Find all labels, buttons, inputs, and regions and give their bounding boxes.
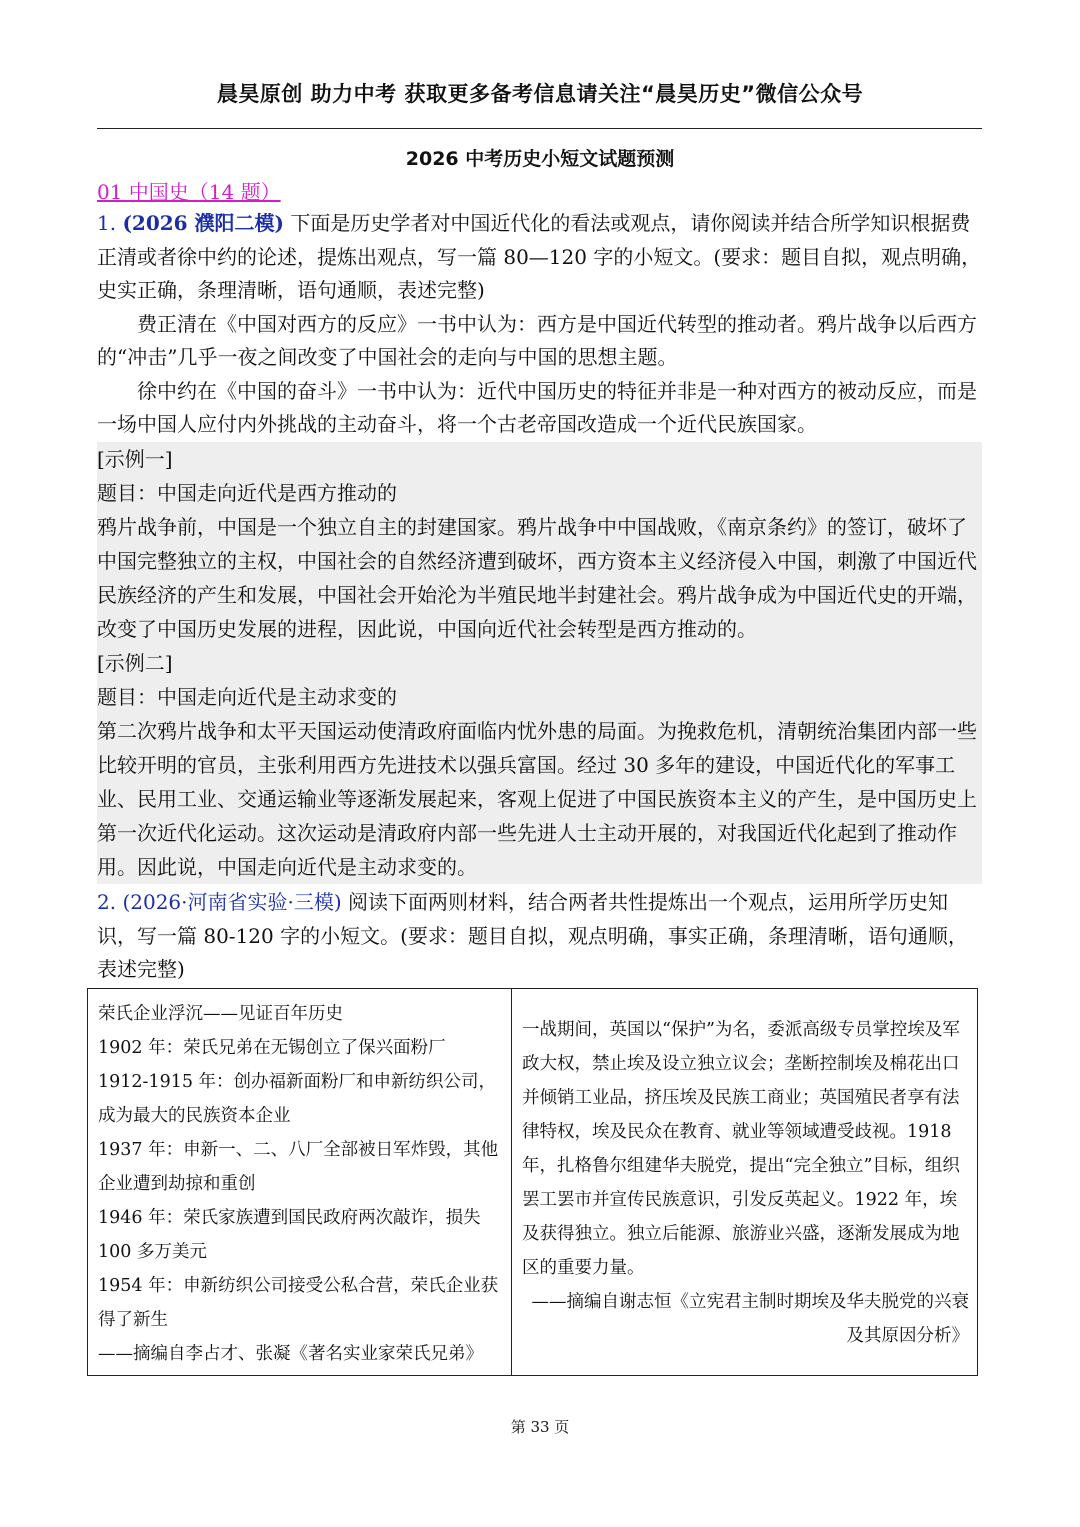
- timeline-entry: 1912-1915 年：创办福新面粉厂和申新纺织公司，成为最大的民族资本企业: [98, 1072, 497, 1126]
- material-paragraph-2: 徐中约在《中国的奋斗》一书中认为：近代中国历史的特征并非是一种对西方的被动反应，而是一场中国人应付内外挑战的主动奋斗，将一个古老帝国改造成一个近代民族国家。: [97, 378, 977, 436]
- question-source: (2026·河南省实验·三模): [122, 890, 342, 914]
- example-answers-block: [97, 442, 982, 884]
- example-2-body: 第二次鸦片战争和太平天国运动使清政府面临内忧外患的局面。为挽救危机，清朝统治集团内部一些比较开明的官员，主张利用西方先进技术以强兵富国。经过 30 多年的建设，中国近代化的军事工业、民用工业、交通运输业等逐渐发展起来，客观上促进了中国民族资本主义的产生，是中国历史上第一次近代化运动。这次运动是清政府内部一些先进人士主动开展的，对我国近代化起到了推动作用。因此说，中国走向近代是主动求变的。: [97, 718, 977, 879]
- question-source: (2026 濮阳二模): [122, 211, 285, 235]
- header-divider: [97, 128, 982, 129]
- question-number: 1.: [97, 211, 117, 235]
- timeline-entry: 1937 年：申新一、二、八厂全部被日军炸毁，其他企业遭到劫掠和重创: [98, 1140, 499, 1194]
- page-number: 第 33 页: [510, 1418, 570, 1436]
- question-prompt-text: 下面是历史学者对中国近代化的看法或观点，请你阅读并结合所学知识根据费正清或者徐中约的论述，提炼出观点，写一篇 80—120 字的小短文。(要求：题目自拟，观点明确，史实正确，条理清晰，语句通顺，表述完整): [97, 211, 982, 302]
- example-2-title: 题目：中国走向近代是主动求变的: [97, 684, 397, 709]
- example-1-title: 题目：中国走向近代是西方推动的: [97, 480, 397, 505]
- section-heading: 01 中国史（14 题）: [97, 180, 281, 204]
- question-number: 2.: [97, 890, 117, 914]
- material-left-title: 荣氏企业浮沉——见证百年历史: [98, 1004, 343, 1024]
- materials-table: [87, 988, 978, 1376]
- example-2-label: [示例二]: [97, 650, 173, 675]
- material-left-cell: [88, 989, 512, 1375]
- question-1: [97, 207, 982, 884]
- timeline-entry: 1954 年：申新纺织公司接受公私合营，荣氏企业获得了新生: [98, 1276, 499, 1330]
- example-1-label: [示例一]: [97, 446, 173, 471]
- timeline-entry: 1902 年：荣氏兄弟在无锡创立了保兴面粉厂: [98, 1038, 446, 1058]
- question-2: [97, 886, 982, 987]
- example-1-body: 鸦片战争前，中国是一个独立自主的封建国家。鸦片战争中中国战败，《南京条约》的签订，破坏了中国完整独立的主权，中国社会的自然经济遭到破坏，西方资本主义经济侵入中国，刺激了中国近代民族经济的产生和发展，中国社会开始沦为半殖民地半封建社会。鸦片战争成为中国近代史的开端，改变了中国历史发展的进程，因此说，中国向近代社会转型是西方推动的。: [97, 514, 977, 641]
- material-paragraph-1: 费正清在《中国对西方的反应》一书中认为：西方是中国近代转型的推动者。鸦片战争以后西方的“冲击”几乎一夜之间改变了中国社会的走向与中国的思想主题。: [97, 311, 977, 369]
- question-2-prompt: [97, 886, 982, 987]
- timeline-entry: 1946 年：荣氏家族遭到国民政府两次敲诈，损失 100 多万美元: [98, 1208, 481, 1262]
- material-right-cell: [512, 989, 977, 1375]
- question-prompt-text: 阅读下面两则材料，结合两者共性提炼出一个观点，运用所学历史知识，写一篇 80-120 字的小短文。(要求：题目自拟，观点明确，事实正确，条理清晰，语句通顺，表述完整): [97, 890, 968, 981]
- material-right-citation: ——摘编自谢志恒《立宪君主制时期埃及华夫脱党的兴衰及其原因分析》: [531, 1292, 969, 1346]
- material-left-citation: ——摘编自李占才、张凝《著名实业家荣氏兄弟》: [98, 1344, 483, 1364]
- document-title: 2026 中考历史小短文试题预测: [405, 148, 675, 170]
- question-1-prompt: [97, 207, 982, 308]
- material-right-body: 一战期间，英国以“保护”为名，委派高级专员掌控埃及军政大权，禁止埃及设立独立议会；垄断控制埃及棉花出口并倾销工业品，挤压埃及民族工商业；英国殖民者享有法律特权，埃及民众在教育、就业等领域遭受歧视。1918 年，扎格鲁尔组建华夫脱党，提出“完全独立”目标，组织罢工罢市并宣传民族意识，引发反英起义。1922 年，埃及获得独立。独立后能源、旅游业兴盛，逐渐发展成为地区的重要力量。: [522, 1020, 960, 1278]
- page-header: 晨昊原创 助力中考 获取更多备考信息请关注“晨昊历史”微信公众号: [216, 82, 864, 106]
